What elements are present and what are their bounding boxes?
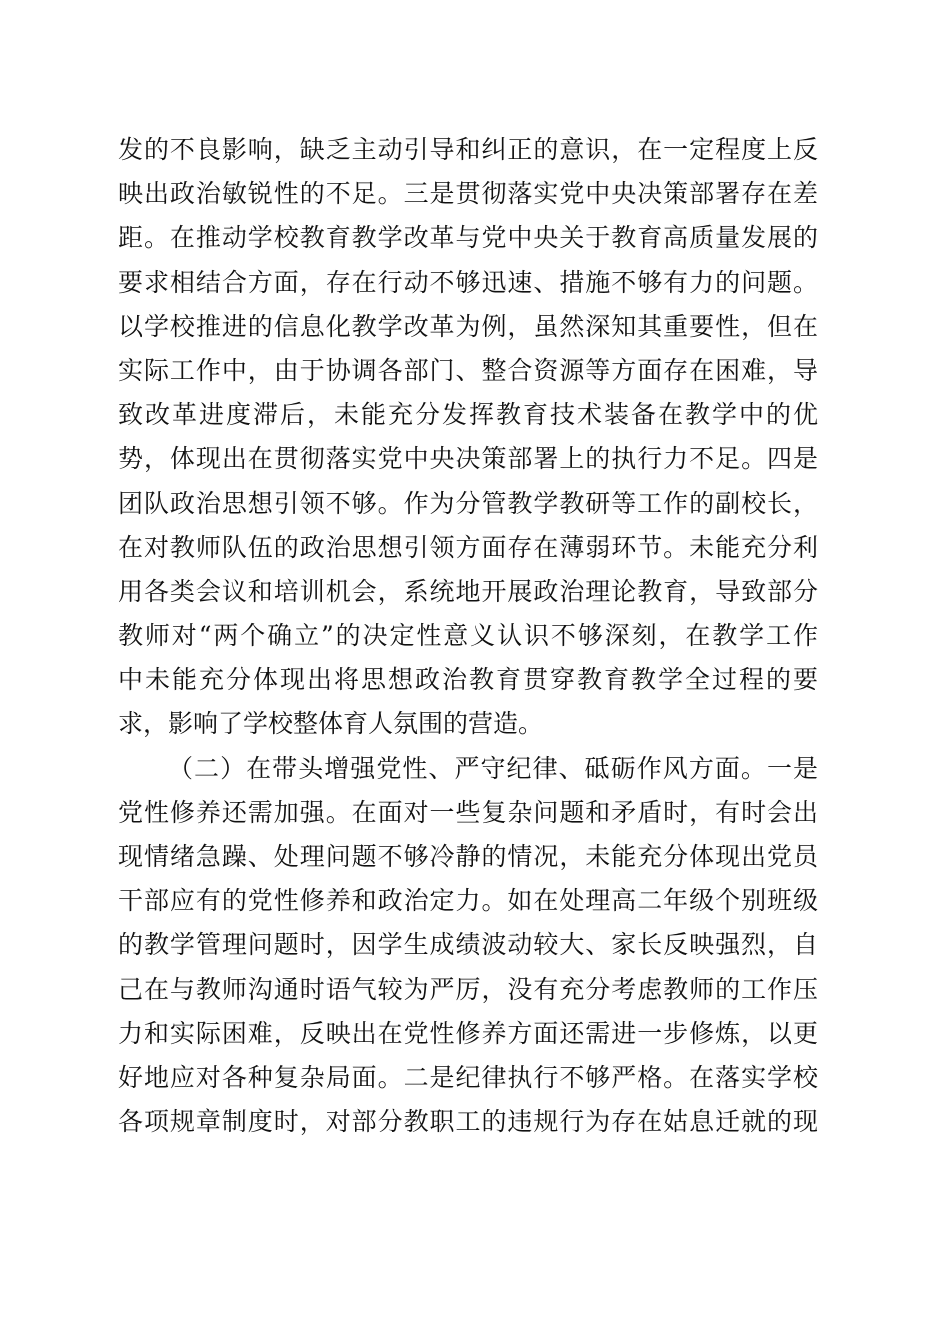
section-heading-line: （二）在带头增强党性、严守纪律、砥砺作风方面。一是	[168, 753, 818, 783]
text-line: 映出政治敏锐性的不足。三是贯彻落实党中央决策部署存在差	[118, 179, 818, 209]
text-line: 己在与教师沟通时语气较为严厉，没有充分考虑教师的工作压	[118, 974, 818, 1004]
text-line: 干部应有的党性修养和政治定力。如在处理高二年级个别班级	[118, 886, 818, 916]
text-line: 各项规章制度时，对部分教职工的违规行为存在姑息迁就的现	[118, 1107, 818, 1137]
text-line: 要求相结合方面，存在行动不够迅速、措施不够有力的问题。	[118, 267, 818, 297]
text-line: 用各类会议和培训机会，系统地开展政治理论教育，导致部分	[118, 576, 818, 606]
text-line: 势，体现出在贯彻落实党中央决策部署上的执行力不足。四是	[118, 444, 818, 474]
text-line: 现情绪急躁、处理问题不够冷静的情况，未能充分体现出党员	[118, 842, 818, 871]
text-line: 距。在推动学校教育教学改革与党中央关于教育高质量发展的	[118, 223, 818, 253]
text-line: 发的不良影响，缺乏主动引导和纠正的意识，在一定程度上反	[118, 135, 818, 164]
body-text	[118, 128, 818, 1144]
text-line: 团队政治思想引领不够。作为分管教学教研等工作的副校长，	[118, 488, 818, 518]
text-line: 教师对“两个确立”的决定性意义认识不够深刻，在教学工作	[118, 621, 818, 651]
text-line: 实际工作中，由于协调各部门、整合资源等方面存在困难，导	[118, 355, 818, 385]
text-line: 力和实际困难，反映出在党性修养方面还需进一步修炼，以更	[118, 1018, 818, 1048]
text-line: 以学校推进的信息化教学改革为例，虽然深知其重要性，但在	[118, 311, 818, 341]
text-line: 的教学管理问题时，因学生成绩波动较大、家长反映强烈，自	[118, 930, 818, 960]
text-line: 好地应对各种复杂局面。二是纪律执行不够严格。在落实学校	[118, 1062, 818, 1092]
text-line: 在对教师队伍的政治思想引领方面存在薄弱环节。未能充分利	[118, 532, 818, 562]
text-line: 求，影响了学校整体育人氛围的营造。	[118, 709, 544, 739]
text-line: 中未能充分体现出将思想政治教育贯穿教育教学全过程的要	[118, 665, 818, 695]
text-line: 党性修养还需加强。在面对一些复杂问题和矛盾时，有时会出	[118, 797, 818, 827]
text-line: 致改革进度滞后，未能充分发挥教育技术装备在教学中的优	[118, 400, 818, 430]
